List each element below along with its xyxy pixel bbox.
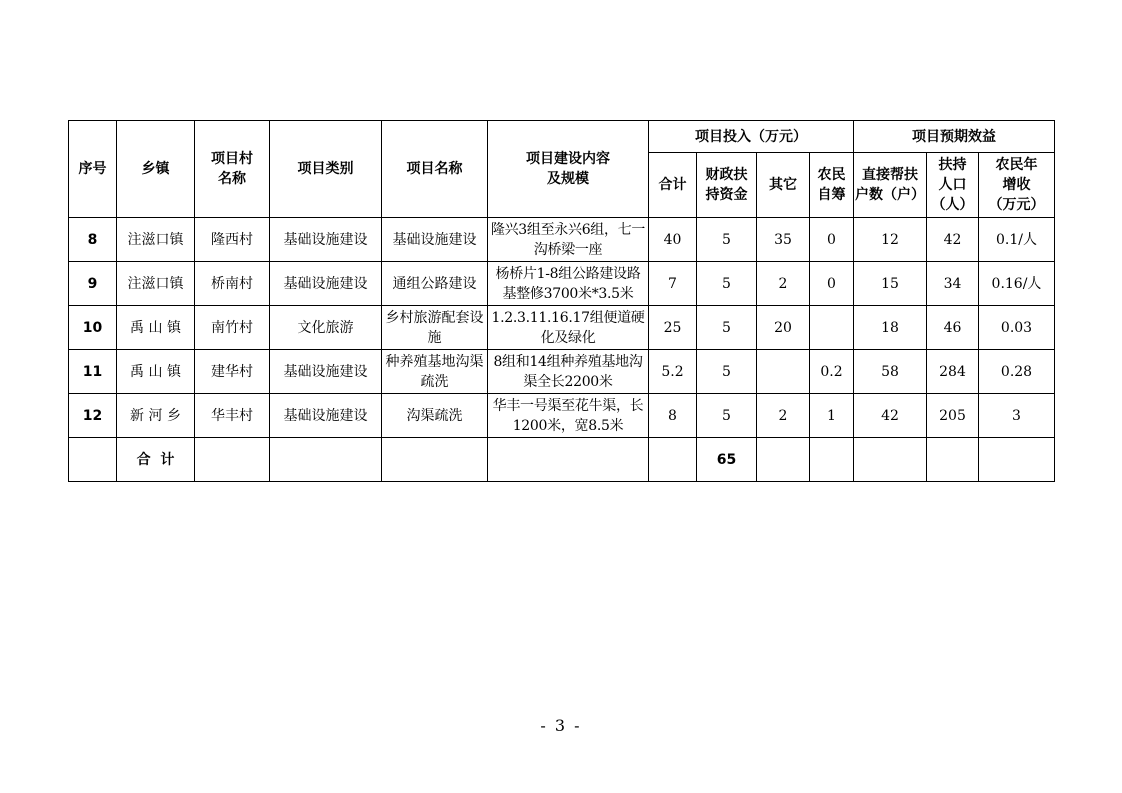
cell-population: 205 <box>927 394 979 438</box>
cell-seq: 8 <box>69 218 117 262</box>
cell-fiscal: 5 <box>697 306 757 350</box>
cell-farmer-self: 1 <box>810 394 854 438</box>
project-table <box>68 120 1055 482</box>
header-farmer-self-label: 农民 自筹 <box>817 167 846 203</box>
table-row <box>69 306 1055 350</box>
cell-fiscal: 5 <box>697 394 757 438</box>
header-population-label: 扶持 人口 （人） <box>931 157 974 213</box>
table-row <box>69 218 1055 262</box>
cell-farmer-self <box>810 306 854 350</box>
total-empty <box>757 438 810 482</box>
cell-total: 7 <box>649 262 697 306</box>
cell-town: 注滋口镇 <box>117 262 195 306</box>
header-content-label: 项目建设内容 及规模 <box>526 151 610 187</box>
header-population <box>927 153 979 218</box>
header-households <box>854 153 927 218</box>
cell-other: 35 <box>757 218 810 262</box>
cell-other: 2 <box>757 262 810 306</box>
cell-village: 隆西村 <box>195 218 270 262</box>
cell-total: 25 <box>649 306 697 350</box>
cell-population: 34 <box>927 262 979 306</box>
cell-seq: 12 <box>69 394 117 438</box>
cell-content: 杨桥片1-8组公路建设路基整修3700米*3.5米 <box>488 262 649 306</box>
cell-town: 禹 山 镇 <box>117 306 195 350</box>
cell-farmer-self: 0 <box>810 218 854 262</box>
cell-seq: 9 <box>69 262 117 306</box>
table-row <box>69 394 1055 438</box>
total-row <box>69 438 1055 482</box>
cell-type: 基础设施建设 <box>270 262 382 306</box>
total-empty <box>488 438 649 482</box>
cell-type: 基础设施建设 <box>270 218 382 262</box>
header-other: 其它 <box>757 153 810 218</box>
cell-households: 58 <box>854 350 927 394</box>
cell-other: 2 <box>757 394 810 438</box>
header-town: 乡镇 <box>117 121 195 218</box>
header-investment-group: 项目投入（万元） <box>649 121 854 153</box>
total-empty <box>810 438 854 482</box>
cell-total: 8 <box>649 394 697 438</box>
cell-content: 8组和14组种养殖基地沟渠全长2200米 <box>488 350 649 394</box>
cell-population: 46 <box>927 306 979 350</box>
cell-fiscal: 5 <box>697 218 757 262</box>
cell-content: 华丰一号渠至花牛渠，长1200米，宽8.5米 <box>488 394 649 438</box>
header-village <box>195 121 270 218</box>
cell-town: 注滋口镇 <box>117 218 195 262</box>
cell-name: 沟渠疏洗 <box>382 394 488 438</box>
header-households-label: 直接帮扶 户数（户） <box>855 167 925 203</box>
cell-income: 0.03 <box>979 306 1055 350</box>
total-empty <box>854 438 927 482</box>
cell-seq: 10 <box>69 306 117 350</box>
cell-type: 基础设施建设 <box>270 394 382 438</box>
cell-income: 0.16/人 <box>979 262 1055 306</box>
cell-village: 桥南村 <box>195 262 270 306</box>
cell-content: 1.2.3.11.16.17组便道硬化及绿化 <box>488 306 649 350</box>
header-content <box>488 121 649 218</box>
cell-village: 南竹村 <box>195 306 270 350</box>
cell-name: 种养殖基地沟渠疏洗 <box>382 350 488 394</box>
header-seq: 序号 <box>69 121 117 218</box>
cell-other: 20 <box>757 306 810 350</box>
cell-population: 42 <box>927 218 979 262</box>
page-number: - 3 - <box>540 716 582 735</box>
cell-households: 12 <box>854 218 927 262</box>
cell-town: 禹 山 镇 <box>117 350 195 394</box>
header-income <box>979 153 1055 218</box>
cell-income: 0.1/人 <box>979 218 1055 262</box>
cell-farmer-self: 0 <box>810 262 854 306</box>
cell-households: 15 <box>854 262 927 306</box>
cell-total: 40 <box>649 218 697 262</box>
total-empty <box>979 438 1055 482</box>
cell-content: 隆兴3组至永兴6组，七一沟桥梁一座 <box>488 218 649 262</box>
cell-fiscal: 5 <box>697 262 757 306</box>
cell-name: 乡村旅游配套设施 <box>382 306 488 350</box>
cell-farmer-self: 0.2 <box>810 350 854 394</box>
header-fiscal <box>697 153 757 218</box>
cell-seq: 11 <box>69 350 117 394</box>
header-name: 项目名称 <box>382 121 488 218</box>
header-village-label: 项目村 名称 <box>211 151 253 187</box>
cell-fiscal: 5 <box>697 350 757 394</box>
cell-households: 42 <box>854 394 927 438</box>
cell-type: 文化旅游 <box>270 306 382 350</box>
header-type: 项目类别 <box>270 121 382 218</box>
cell-village: 建华村 <box>195 350 270 394</box>
header-total: 合计 <box>649 153 697 218</box>
total-label: 合 计 <box>117 438 195 482</box>
cell-name: 通组公路建设 <box>382 262 488 306</box>
header-income-label: 农民年 增收 （万元） <box>988 157 1045 213</box>
total-empty <box>270 438 382 482</box>
total-empty <box>927 438 979 482</box>
cell-income: 3 <box>979 394 1055 438</box>
total-fiscal: 65 <box>697 438 757 482</box>
header-fiscal-label: 财政扶 持资金 <box>705 167 748 203</box>
table-row <box>69 350 1055 394</box>
cell-village: 华丰村 <box>195 394 270 438</box>
table-row <box>69 262 1055 306</box>
cell-income: 0.28 <box>979 350 1055 394</box>
cell-other <box>757 350 810 394</box>
total-seq-empty <box>69 438 117 482</box>
cell-name: 基础设施建设 <box>382 218 488 262</box>
cell-town: 新 河 乡 <box>117 394 195 438</box>
cell-households: 18 <box>854 306 927 350</box>
header-farmer-self <box>810 153 854 218</box>
total-empty <box>382 438 488 482</box>
cell-total: 5.2 <box>649 350 697 394</box>
total-empty <box>195 438 270 482</box>
header-benefit-group: 项目预期效益 <box>854 121 1055 153</box>
cell-type: 基础设施建设 <box>270 350 382 394</box>
cell-population: 284 <box>927 350 979 394</box>
total-empty <box>649 438 697 482</box>
